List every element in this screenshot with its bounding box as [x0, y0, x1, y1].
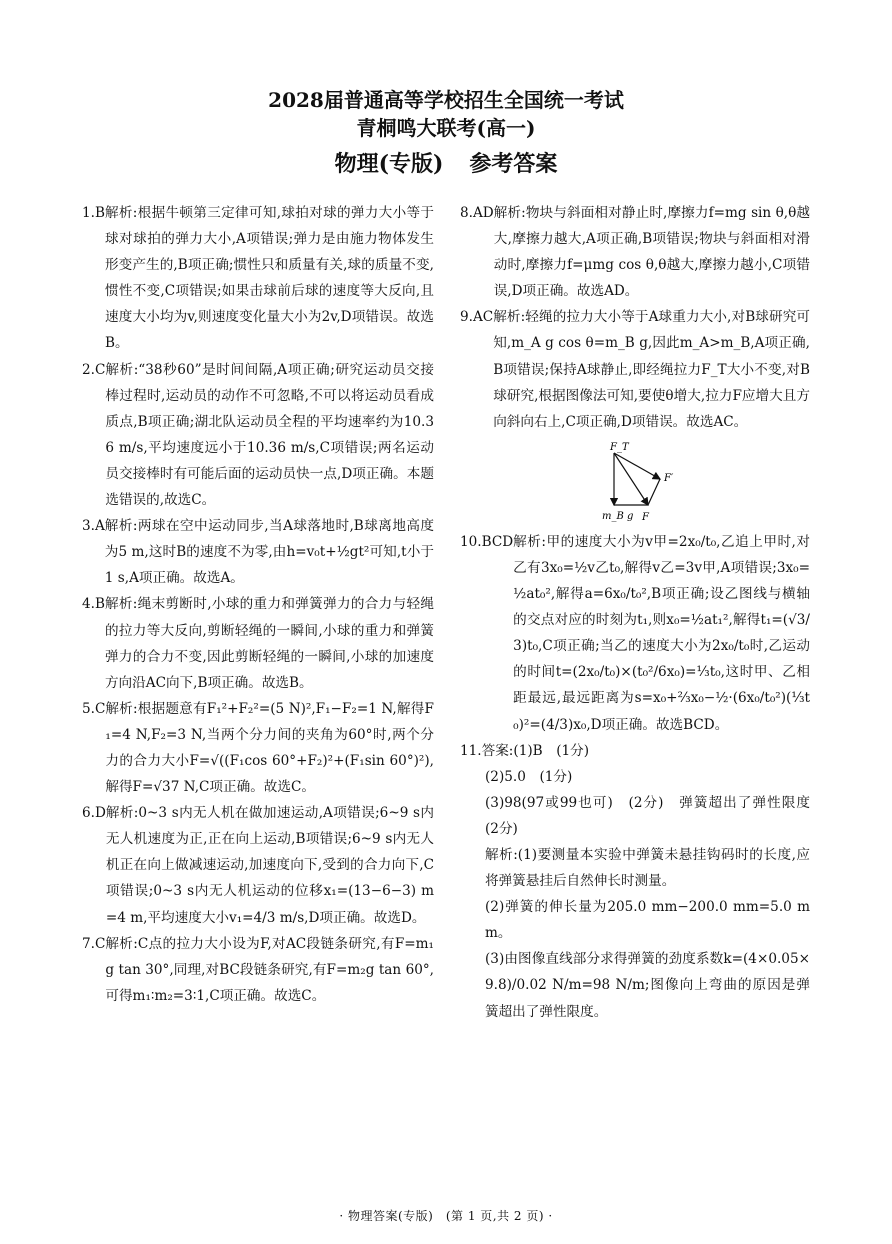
item-text: 解析:绳末剪断时,小球的重力和弹簧弹力的合力与轻绳的拉力等大反向,剪断轻绳的一瞬间,小球的重力和弹簧弹力的合力不变,因此剪断轻绳的一瞬间,小球的加速度方向沿AC向下,B项正确。故选B。 — [104, 596, 434, 691]
q11-line-2: (2)5.0 (1分) — [485, 768, 573, 785]
answer-item-9 — [460, 304, 810, 434]
item-text: 解析:C点的拉力大小设为F,对AC段链条研究,有F=m₁g tan 30°,同理,对BC段链条研究,有F=m₂g tan 60°,可得m₁∶m₂=3∶1,C项正确。故选C。 — [105, 935, 434, 1004]
q11-analysis-1: 解析:(1)要测量本实验中弹簧未悬挂钩码时的长度,应将弹簧悬挂后自然伸长时测量。 — [485, 846, 810, 890]
item-text: 解析:0~3 s内无人机在做加速运动,A项错误;6~9 s内无人机速度为正,正在向上运动,B项错误;6~9 s内无人机正在向上做减速运动,加速度向下,受到的合力向下,C项错误;0~3 s内无人机运动的位移x₁=(13−6−3) m=4 m,平均速度大小v₁=4/3 m/s,D项正确。故选D。 — [105, 805, 434, 926]
label-f: F — [642, 511, 649, 523]
q11-analysis-2: (2)弹簧的伸长量为205.0 mm−200.0 mm=5.0 mm。 — [485, 899, 810, 942]
item-text: 解析:轻绳的拉力大小等于A球重力大小,对B球研究可知,m_A g cos θ=m_B g,因此m_A>m_B,A项正确,B项错误;保持A球静止,即经绳拉力F_T大小不变,对B球研究,根据图像法可知,要使θ增大,拉力F应增大且方向斜向右上,C项正确,D项错误。故选AC。 — [493, 309, 810, 430]
item-number: 3.A — [82, 518, 105, 535]
answer-item-2 — [82, 357, 434, 514]
item-text: 解析:甲的速度大小为v甲=2x₀/t₀,乙追上甲时,对乙有3x₀=½v乙t₀,解得v乙=3v甲,A项错误;3x₀=½at₀²,解得a=6x₀/t₀²,B项正确;设乙图线与横轴的交点对应的时刻为t₁,则x₀=½at₁²,解得t₁=(√3/3)t₀,C项正确;当乙的速度大小为2x₀/t₀时,乙运动的时间t=(2x₀/t₀)×(t₀²/6x₀)=⅓t₀,这时甲、乙相距最远,最远距离为s=x₀+⅔x₀−½·(6x₀/t₀²)(⅓t₀)²=(4/3)x₀,D项正确。故选BCD。 — [513, 533, 810, 733]
item-text: 答案:(1)B (1分) — [481, 742, 590, 759]
left-column — [82, 200, 434, 1009]
subject-label: 物理(专版) — [334, 151, 444, 177]
answer-item-5 — [82, 696, 434, 800]
answer-key-label: 参考答案 — [469, 151, 558, 177]
tension-ft-arrow — [614, 453, 660, 479]
item-number: 9.AC — [460, 309, 494, 326]
item-number: 10.BCD — [460, 533, 514, 550]
answer-item-11 — [460, 738, 810, 764]
item-text: 解析:两球在空中运动同步,当A球落地时,B球离地高度为5 m,这时B的速度不为零,由h=v₀t+½gt²可知,t小于1 s,A项正确。故选A。 — [104, 518, 434, 587]
item-number: 5.C — [82, 700, 106, 717]
force-diagram — [460, 441, 810, 523]
item-number: 7.C — [82, 935, 106, 952]
answer-item-1 — [82, 200, 434, 357]
right-column — [460, 200, 824, 1025]
answer-item-10 — [460, 529, 810, 738]
item-text: 解析:根据牛顿第三定律可知,球拍对球的弹力大小等于球对球拍的弹力大小,A项错误;弹力是由施力物体发生形变产生的,B项正确;惯性只和质量有关,球的质量不变,惯性不变,C项错误;如果击球前后球的速度等大反向,且速度大小均为v,则速度变化量大小为2v,D项错误。故选B。 — [104, 205, 434, 352]
page-title — [0, 147, 892, 178]
item-text: 解析:物块与斜面相对静止时,摩擦力f=mg sin θ,θ越大,摩擦力越大,A项正确,B项错误;物块与斜面相对滑动时,摩擦力f=μmg cos θ,θ越大,摩擦力越小,C项错误,D项正确。故选AD。 — [493, 205, 810, 300]
item-number: 11. — [460, 742, 482, 759]
force-f-arrow — [614, 453, 648, 505]
closing-line — [648, 479, 660, 505]
label-mbg: m_B g — [602, 510, 634, 522]
label-ft: F_T — [610, 441, 629, 453]
item-number: 6.D — [82, 805, 106, 822]
q11-analysis-3: (3)由图像直线部分求得弹簧的劲度系数k=(4×0.05×9.8)/0.02 N/m=98 N/m;图像向上弯曲的原因是弹簧超出了弹性限度。 — [485, 951, 810, 1020]
q11-line-3: (3)98(97或99也可) (2分) 弹簧超出了弹性限度 (2分) — [485, 794, 824, 837]
page-footer: · 物理答案(专版) (第 1 页,共 2 页) · — [339, 1209, 553, 1223]
answer-item-8 — [460, 200, 810, 304]
answer-item-6 — [82, 800, 434, 930]
answer-item-7 — [82, 931, 434, 1009]
item-number: 8.AD — [460, 205, 494, 221]
exam-subtitle: 青桐鸣大联考(高一) — [356, 116, 536, 140]
answer-item-4 — [82, 591, 434, 695]
answer-item-3 — [82, 513, 434, 591]
item-number: 1.B — [82, 205, 105, 221]
exam-title: 2028届普通高等学校招生全国统一考试 — [268, 88, 624, 112]
item-number: 4.B — [82, 596, 105, 613]
item-text: 解析:“38秒60”是时间间隔,A项正确;研究运动员交接棒过程时,运动员的动作不可忽略,不可以将运动员看成质点,B项正确;湖北队运动员全程的平均速率约为10.36 m/s,平均速度远小于10.36 m/s,C项错误;两名运动员交接棒时有可能后面的运动员快一点,D项正确。本题选错误的,故选C。 — [105, 361, 434, 509]
item-text: 解析:根据题意有F₁²+F₂²=(5 N)²,F₁−F₂=1 N,解得F₁=4 N,F₂=3 N,当两个分力间的夹角为60°时,两个分力的合力大小F=√((F₁cos 60°+F₂)²+(F₁sin 60°)²),解得F=√37 N,C项正确。故选C。 — [105, 700, 434, 796]
force-triangle-svg — [600, 441, 720, 523]
label-f-prime: F′ — [664, 472, 674, 484]
item-number: 2.C — [82, 361, 106, 378]
